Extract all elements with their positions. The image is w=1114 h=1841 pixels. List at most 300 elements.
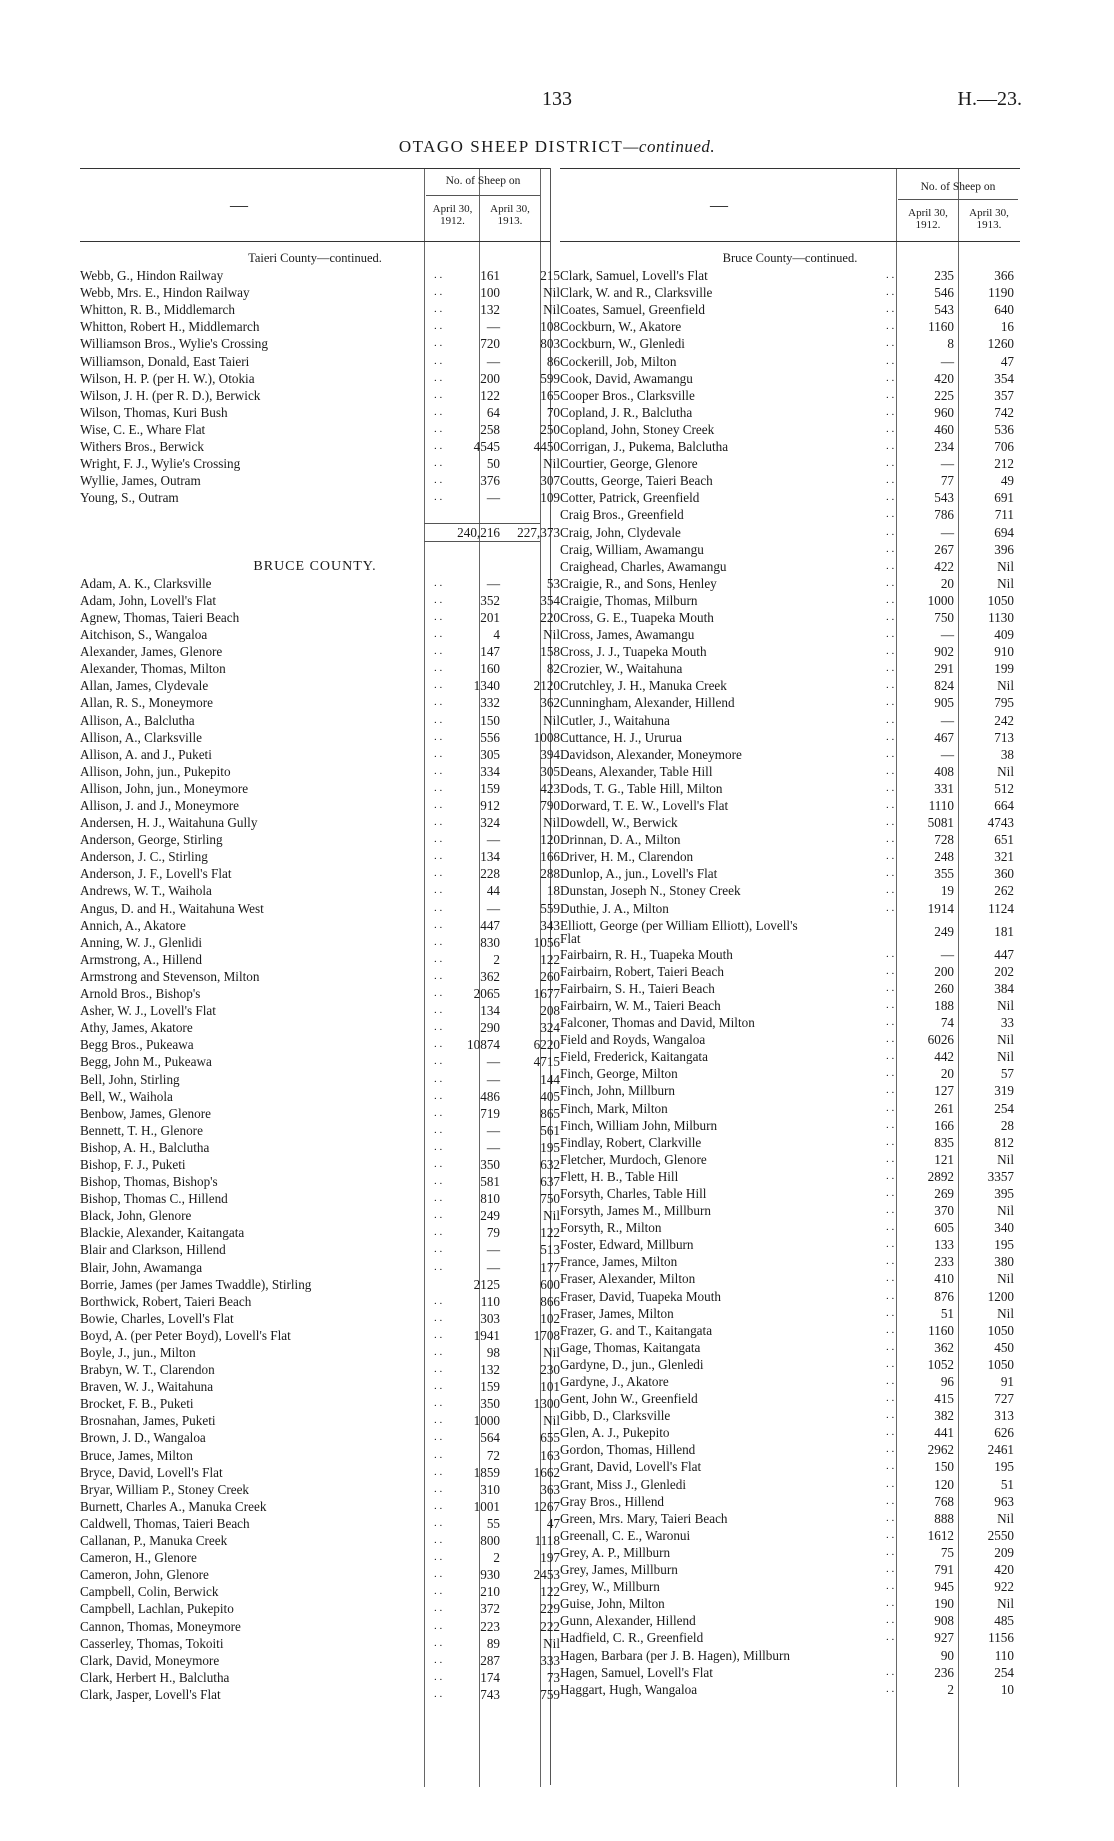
leader-dots: . . <box>886 628 895 641</box>
leader-dots: . . <box>886 730 895 743</box>
sheep-1913: 1267 <box>533 1498 560 1514</box>
table-row <box>80 848 560 865</box>
leader-dots: . . <box>886 474 895 487</box>
table-row <box>560 335 1020 352</box>
sheep-1913: Nil <box>997 1151 1014 1167</box>
sheep-1912: 110 <box>480 1293 500 1309</box>
owner-name: Flett, H. B., Table Hill <box>560 1168 679 1184</box>
sheep-1913: Nil <box>543 627 560 643</box>
sheep-1913: 706 <box>994 439 1014 455</box>
table-row <box>80 1053 560 1070</box>
sheep-1912: 75 <box>940 1544 954 1560</box>
owner-name: Alexander, Thomas, Milton <box>80 661 226 677</box>
leader-dots: . . <box>886 964 895 977</box>
leader-dots: . . <box>434 1687 443 1700</box>
owner-name: Davidson, Alexander, Moneymore <box>560 746 742 762</box>
sheep-1912: 467 <box>934 729 954 745</box>
sheep-1912: 89 <box>486 1635 500 1651</box>
owner-name: Field, Frederick, Kaitangata <box>560 1049 708 1065</box>
sheep-1912: 1859 <box>473 1464 500 1480</box>
sheep-1913: 181 <box>994 923 1014 939</box>
table-row <box>80 1652 560 1669</box>
header-rule <box>898 199 1018 200</box>
leader-dots: . . <box>886 1545 895 1558</box>
sheep-1912: 2 <box>947 1681 954 1697</box>
owner-name: Corrigan, J., Pukema, Balclutha <box>560 439 729 455</box>
sheep-1913: 3357 <box>987 1168 1014 1184</box>
owner-name: Gunn, Alexander, Hillend <box>560 1613 696 1629</box>
sheep-1912: 134 <box>480 849 500 865</box>
sheep-1912: 902 <box>934 644 954 660</box>
sheep-1912: 930 <box>480 1567 500 1583</box>
sheep-1912: 564 <box>480 1430 500 1446</box>
heading-text: Bruce County—continued. <box>722 251 858 265</box>
owner-name: Cotter, Patrick, Greenfield <box>560 490 700 506</box>
leader-dots: . . <box>434 1551 443 1564</box>
leader-dots: . . <box>434 269 443 282</box>
sheep-1912: 44 <box>486 883 500 899</box>
sheep-1912: 72 <box>486 1447 500 1463</box>
sheep-1913: 333 <box>540 1652 560 1668</box>
leader-dots: . . <box>886 1221 895 1234</box>
table-row <box>560 848 1020 865</box>
leader-dots: . . <box>886 1186 895 1199</box>
table-row <box>560 353 1020 370</box>
sheep-1912: 225 <box>934 387 954 403</box>
owner-name: Caldwell, Thomas, Taieri Beach <box>80 1515 250 1531</box>
leader-dots: . . <box>886 371 895 384</box>
owner-name: Blair, John, Awamanga <box>80 1259 203 1275</box>
sheep-1912: 2065 <box>473 986 500 1002</box>
sheep-1913: 450 <box>994 1339 1014 1355</box>
sheep-1912: 410 <box>934 1271 954 1287</box>
owner-name: Bishop, F. J., Puketi <box>80 1156 186 1172</box>
table-row <box>560 746 1020 763</box>
table-row <box>80 1344 560 1361</box>
table-row <box>560 1253 1020 1270</box>
owner-name: Grant, Miss J., Glenledi <box>560 1476 687 1492</box>
leader-dots: . . <box>886 1392 895 1405</box>
sheep-1912: — <box>940 456 954 472</box>
total-rule <box>424 523 540 524</box>
sheep-1913: 600 <box>540 1276 560 1292</box>
table-row <box>80 301 560 318</box>
owner-name: Driver, H. M., Clarendon <box>560 849 694 865</box>
table-row <box>80 694 560 711</box>
sheep-1913: Nil <box>543 1413 560 1429</box>
sheep-1912: 376 <box>480 473 500 489</box>
leader-dots: . . <box>434 593 443 606</box>
sheep-1912: 486 <box>480 1088 500 1104</box>
sheep-1912: 768 <box>934 1493 954 1509</box>
leader-dots: . . <box>434 371 443 384</box>
table-row <box>560 1441 1020 1458</box>
owner-name: Brocket, F. B., Puketi <box>80 1396 194 1412</box>
sheep-1913: 1130 <box>988 609 1014 625</box>
leader-dots: . . <box>886 525 895 538</box>
sheep-1912: 331 <box>934 780 954 796</box>
sheep-1913: 109 <box>540 490 560 506</box>
leader-dots: . . <box>886 1306 895 1319</box>
table-row <box>80 1207 560 1224</box>
table-row <box>560 541 1020 558</box>
sheep-1913: 394 <box>540 746 560 762</box>
table-row <box>560 1424 1020 1441</box>
owner-name: Bruce, James, Milton <box>80 1447 193 1463</box>
sheep-1912: 1914 <box>927 900 954 916</box>
leader-dots: . . <box>434 850 443 863</box>
owner-name: Cook, David, Awamangu <box>560 370 693 386</box>
sheep-1913: 220 <box>540 609 560 625</box>
leader-dots: . . <box>434 1175 443 1188</box>
sheep-1913: 354 <box>540 592 560 608</box>
owner-name: Clark, David, Moneymore <box>80 1652 220 1668</box>
sheep-1912: 51 <box>940 1305 954 1321</box>
leader-dots: . . <box>886 1443 895 1456</box>
table-row <box>560 1629 1020 1646</box>
sheep-1913: 38 <box>1000 746 1014 762</box>
sheep-1913: Nil <box>543 1635 560 1651</box>
page-title-suffix: —continued. <box>623 137 716 156</box>
leader-dots: . . <box>886 781 895 794</box>
owner-name: Finch, William John, Milburn <box>560 1117 718 1133</box>
row-spacer <box>80 541 550 558</box>
owner-name: Campbell, Lachlan, Pukepito <box>80 1601 234 1617</box>
owner-name: Cockerill, Job, Milton <box>560 353 677 369</box>
owner-name: Fletcher, Murdoch, Glenore <box>560 1151 707 1167</box>
sheep-1912: — <box>940 746 954 762</box>
table-row <box>80 1498 560 1515</box>
table-row <box>80 370 560 387</box>
leader-dots: . . <box>434 1209 443 1222</box>
sheep-1912: 546 <box>934 285 954 301</box>
table-row <box>560 1681 1020 1698</box>
sheep-1912: 791 <box>934 1562 954 1578</box>
sheep-1912: 4 <box>493 627 500 643</box>
table-row <box>80 865 560 882</box>
table-row <box>560 1510 1020 1527</box>
sheep-1913: 254 <box>994 1664 1014 1680</box>
sheep-1912: 581 <box>480 1174 500 1190</box>
sheep-1912: 800 <box>480 1533 500 1549</box>
sheep-1913: 307 <box>540 473 560 489</box>
leader-dots: . . <box>434 1516 443 1529</box>
sheep-1913: 195 <box>540 1139 560 1155</box>
owner-name: Cross, G. E., Tuapeka Mouth <box>560 609 714 625</box>
sheep-1913: Nil <box>997 763 1014 779</box>
owner-name: Gordon, Thomas, Hillend <box>560 1442 696 1458</box>
page-title-text: OTAGO SHEEP DISTRICT <box>398 137 624 156</box>
sheep-1912: 260 <box>934 980 954 996</box>
leader-dots: . . <box>434 901 443 914</box>
sheep-1913: 664 <box>994 798 1014 813</box>
leader-dots: . . <box>434 1038 443 1051</box>
owner-name: Finch, Mark, Milton <box>560 1100 668 1116</box>
sheep-1913: 1156 <box>988 1630 1014 1646</box>
owner-name: Cooper Bros., Clarksville <box>560 387 695 403</box>
leader-dots: . . <box>886 696 895 709</box>
leader-dots: . . <box>434 1243 443 1256</box>
sheep-1913: 47 <box>546 1515 560 1531</box>
county-heading <box>80 558 550 575</box>
sheep-1913: 812 <box>994 1134 1014 1150</box>
sheep-1913: 57 <box>1000 1066 1014 1082</box>
table-row <box>80 1105 560 1122</box>
table-row <box>80 1241 560 1258</box>
leader-dots: . . <box>434 1414 443 1427</box>
total-1913: 227,373 <box>517 524 560 540</box>
sheep-1913: 47 <box>1000 353 1014 369</box>
owner-name: Allan, James, Clydevale <box>80 678 209 694</box>
leader-dots: . . <box>434 781 443 794</box>
owner-name: Andrews, W. T., Waihola <box>80 883 212 899</box>
sheep-1912: 133 <box>934 1237 954 1253</box>
owner-name: Brosnahan, James, Puketi <box>80 1413 216 1429</box>
sheep-1912: 324 <box>480 815 500 831</box>
sheep-1912: 188 <box>934 997 954 1013</box>
sheep-1913: 409 <box>994 627 1014 643</box>
sheep-1912: 64 <box>486 404 500 420</box>
sheep-1913: 803 <box>540 336 560 352</box>
sheep-1913: 51 <box>1000 1476 1014 1492</box>
leader-dots: . . <box>886 593 895 606</box>
owner-name: Wilson, Thomas, Kuri Bush <box>80 404 228 420</box>
sheep-1912: 50 <box>486 456 500 472</box>
row-list <box>560 250 1020 1698</box>
owner-name: Alexander, James, Glenore <box>80 644 223 660</box>
leader-dots: . . <box>434 1636 443 1649</box>
leader-dots: . . <box>434 1140 443 1153</box>
header-divider <box>896 169 897 241</box>
leader-dots: . . <box>886 269 895 282</box>
header-dash: — <box>230 195 248 215</box>
table-row <box>80 746 560 763</box>
leader-dots: . . <box>434 337 443 350</box>
leader-dots: . . <box>434 1123 443 1136</box>
sheep-1912: 120 <box>934 1476 954 1492</box>
sheep-1913: 742 <box>994 404 1014 420</box>
owner-name: Webb, Mrs. E., Hindon Railway <box>80 285 250 301</box>
sheep-1913: 340 <box>994 1220 1014 1236</box>
table-row <box>80 1447 560 1464</box>
leader-dots: . . <box>434 1499 443 1512</box>
table-row <box>560 524 1020 541</box>
leader-dots: . . <box>434 1568 443 1581</box>
sheep-1912: 121 <box>934 1151 954 1167</box>
sheep-1912: 1612 <box>927 1527 954 1543</box>
leader-dots: . . <box>434 1585 443 1598</box>
owner-name: France, James, Milton <box>560 1254 678 1270</box>
table-row <box>560 917 1020 946</box>
sheep-1912: 447 <box>480 917 500 933</box>
table-row <box>80 421 560 438</box>
sheep-1912: 290 <box>480 1020 500 1036</box>
table-row <box>80 1515 560 1532</box>
county-heading <box>80 250 550 267</box>
sheep-1913: 28 <box>1000 1117 1014 1133</box>
sheep-1913: 380 <box>994 1254 1014 1270</box>
sheep-1913: 1050 <box>987 1356 1014 1372</box>
owner-name: Bowie, Charles, Lovell's Flat <box>80 1310 234 1326</box>
table-row <box>80 592 560 609</box>
sheep-1913: 790 <box>540 798 560 813</box>
leader-dots: . . <box>434 1328 443 1341</box>
sheep-1913: 195 <box>994 1237 1014 1253</box>
owner-name: Williamson, Donald, East Taieri <box>80 353 250 369</box>
page-number: 133 <box>542 88 572 110</box>
sheep-1913: 963 <box>994 1493 1014 1509</box>
sheep-1913: 1677 <box>533 986 560 1002</box>
sheep-1912: — <box>486 575 500 591</box>
table-row <box>560 489 1020 506</box>
sheep-1913: 313 <box>994 1408 1014 1424</box>
sheep-1913: 122 <box>540 1225 560 1241</box>
sheep-1913: 4715 <box>533 1054 560 1070</box>
sheep-1913: 208 <box>540 1003 560 1019</box>
leader-dots: . . <box>434 679 443 692</box>
leader-dots: . . <box>434 1072 443 1085</box>
owner-name: Allison, John, jun., Moneymore <box>80 780 249 796</box>
sheep-1913: 395 <box>994 1185 1014 1201</box>
owner-name: Allison, J. and J., Moneymore <box>80 798 239 813</box>
table-row <box>80 318 560 335</box>
sheep-1913: 865 <box>540 1105 560 1121</box>
table-row <box>560 1339 1020 1356</box>
sheep-1912: 460 <box>934 421 954 437</box>
leader-dots: . . <box>886 422 895 435</box>
table-row <box>560 1544 1020 1561</box>
owner-name: Falconer, Thomas and David, Milton <box>560 1015 755 1031</box>
owner-name: Crozier, W., Waitahuna <box>560 661 683 677</box>
owner-name: Fraser, Alexander, Milton <box>560 1271 696 1287</box>
owner-name: Field and Royds, Wangaloa <box>560 1032 706 1048</box>
leader-dots: . . <box>434 610 443 623</box>
leader-dots: . . <box>434 1192 443 1205</box>
table-row <box>560 455 1020 472</box>
leader-dots: . . <box>886 764 895 777</box>
owner-name: Benbow, James, Glenore <box>80 1105 211 1121</box>
table-row <box>560 1612 1020 1629</box>
owner-name: Angus, D. and H., Waitahuna West <box>80 900 264 916</box>
sheep-1913: 101 <box>540 1379 560 1395</box>
table-row <box>560 1100 1020 1117</box>
table-row <box>80 472 560 489</box>
heading-text: BRUCE COUNTY. <box>253 558 377 574</box>
table-row <box>80 763 560 780</box>
owner-name: Whitton, R. B., Middlemarch <box>80 302 235 318</box>
row-list <box>80 250 560 1703</box>
owner-name: Dowdell, W., Berwick <box>560 815 678 831</box>
owner-name: Fairbairn, W. M., Taieri Beach <box>560 997 721 1013</box>
table-row <box>560 1476 1020 1493</box>
sheep-1912: 132 <box>480 302 500 318</box>
leader-dots: . . <box>434 1346 443 1358</box>
sheep-1913: 357 <box>994 387 1014 403</box>
leader-dots: . . <box>434 1602 443 1615</box>
sheep-1912: 261 <box>934 1100 954 1116</box>
leader-dots: . . <box>434 645 443 658</box>
owner-name: Allison, A., Clarksville <box>80 729 202 745</box>
table-row <box>560 797 1020 814</box>
leader-dots: . . <box>886 713 895 726</box>
sheep-1913: Nil <box>543 1345 560 1360</box>
sheep-1913: 366 <box>994 268 1014 284</box>
owner-name: Dorward, T. E. W., Lovell's Flat <box>560 798 729 813</box>
sheep-1913: 691 <box>994 490 1014 506</box>
owner-name: Cuttance, H. J., Ururua <box>560 729 682 745</box>
leader-dots: . . <box>434 1055 443 1068</box>
sheep-1912: 190 <box>934 1596 954 1612</box>
table-row <box>80 1088 560 1105</box>
table-row <box>560 1168 1020 1185</box>
table-row <box>80 934 560 951</box>
sheep-1912: 161 <box>480 268 500 284</box>
sheep-1912: 20 <box>940 575 954 591</box>
leader-dots: . . <box>886 1118 895 1131</box>
table-row <box>80 404 560 421</box>
table-row <box>80 284 560 301</box>
table-row <box>80 1600 560 1617</box>
sheep-1913: Nil <box>997 1305 1014 1321</box>
sheep-1912: 159 <box>480 1379 500 1395</box>
table-row <box>560 1219 1020 1236</box>
leader-dots: . . <box>434 1534 443 1547</box>
table-row <box>560 1322 1020 1339</box>
owner-name: Courtier, George, Glenore <box>560 456 698 472</box>
table-row <box>560 831 1020 848</box>
sheep-1913: 713 <box>994 729 1014 745</box>
leader-dots: . . <box>434 1363 443 1376</box>
sheep-1913: 561 <box>540 1122 560 1138</box>
sheep-1913: 102 <box>540 1310 560 1326</box>
owner-name: Haggart, Hugh, Wangaloa <box>560 1681 698 1697</box>
sheep-1913: 202 <box>994 963 1014 979</box>
owner-name: Hagen, Samuel, Lovell's Flat <box>560 1664 713 1680</box>
table-row <box>560 712 1020 729</box>
owner-name: Adam, John, Lovell's Flat <box>80 592 217 608</box>
owner-name: Drinnan, D. A., Milton <box>560 832 681 848</box>
sheep-1912: — <box>486 1054 500 1070</box>
owner-name: Duthie, J. A., Milton <box>560 900 669 916</box>
table-row <box>560 1390 1020 1407</box>
leader-dots: . . <box>886 1204 895 1217</box>
owner-name: Clark, Samuel, Lovell's Flat <box>560 268 708 284</box>
owner-name: Grey, A. P., Millburn <box>560 1544 671 1560</box>
sheep-1912: 728 <box>934 832 954 848</box>
right-column-table <box>560 168 1020 1787</box>
table-row <box>560 882 1020 899</box>
table-row <box>80 1156 560 1173</box>
sheep-1912: 2892 <box>927 1168 954 1184</box>
sheep-1912: 945 <box>934 1579 954 1595</box>
sheep-1912: — <box>486 319 500 335</box>
sheep-1912: — <box>940 524 954 540</box>
sheep-1912: 132 <box>480 1362 500 1378</box>
header-rule <box>426 195 540 196</box>
owner-name: Dunstan, Joseph N., Stoney Creek <box>560 883 741 899</box>
table-row <box>560 946 1020 963</box>
owner-name: Athy, James, Akatore <box>80 1020 193 1036</box>
sheep-1913: 108 <box>540 319 560 335</box>
owner-name: Allison, A. and J., Puketi <box>80 746 212 762</box>
table-row <box>560 1527 1020 1544</box>
sheep-1912: 20 <box>940 1066 954 1082</box>
owner-name: Webb, G., Hindon Railway <box>80 268 224 284</box>
sheep-1913: 250 <box>540 421 560 437</box>
page-reference: H.—23. <box>957 88 1022 110</box>
leader-dots: . . <box>886 388 895 401</box>
owner-name: Deans, Alexander, Table Hill <box>560 763 713 779</box>
